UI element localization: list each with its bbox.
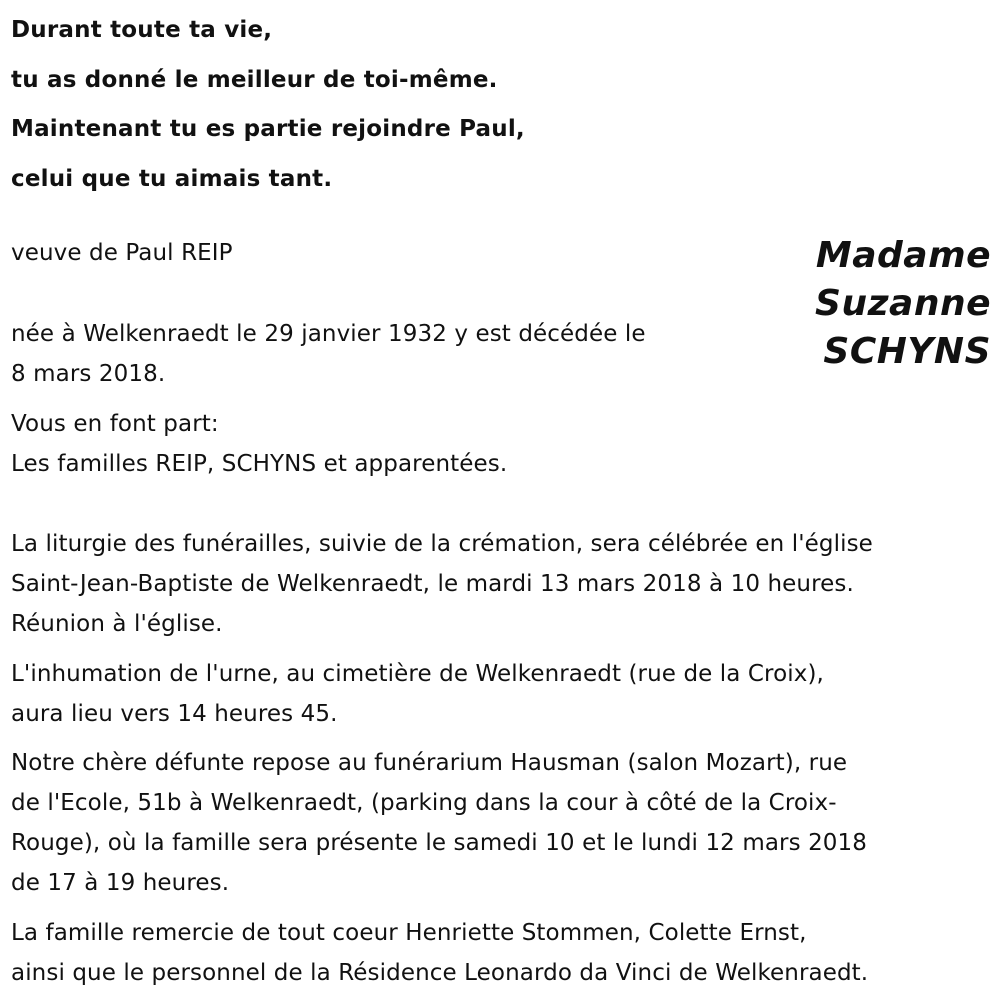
deceased-name bbox=[815, 232, 991, 376]
deceased-last-name: SCHYNS bbox=[823, 331, 991, 372]
paragraph-line: Rouge), où la famille sera présente le samedi 10 et le lundi 12 mars 2018 bbox=[11, 830, 868, 856]
paragraph-line: L'inhumation de l'urne, au cimetière de Welkenraedt (rue de la Croix), bbox=[11, 661, 824, 687]
paragraph-line: La liturgie des funérailles, suivie de la crémation, sera célébrée en l'église bbox=[11, 531, 873, 557]
paragraph-line: ainsi que le personnel de la Résidence Leonardo da Vinci de Welkenraedt. bbox=[11, 960, 869, 986]
widow-of-text: veuve de Paul REIP bbox=[11, 240, 233, 266]
poem-verse bbox=[11, 6, 711, 204]
announcement-paragraph bbox=[11, 404, 751, 484]
paragraph-line: de 17 à 19 heures. bbox=[11, 870, 230, 896]
paragraph-line: Les familles REIP, SCHYNS et apparentées. bbox=[11, 451, 508, 477]
poem-line: Maintenant tu es partie rejoindre Paul, bbox=[11, 116, 525, 142]
paragraph-line: La famille remercie de tout coeur Henriette Stommen, Colette Ernst, bbox=[11, 920, 807, 946]
paragraph-line: aura lieu vers 14 heures 45. bbox=[11, 701, 338, 727]
paragraph-line: de l'Ecole, 51b à Welkenraedt, (parking dans la cour à côté de la Croix- bbox=[11, 790, 837, 816]
paragraph-line: Notre chère défunte repose au funérarium Hausman (salon Mozart), rue bbox=[11, 750, 848, 776]
paragraph-line: 8 mars 2018. bbox=[11, 361, 166, 387]
burial-paragraph bbox=[11, 654, 996, 734]
paragraph-line: Saint-Jean-Baptiste de Welkenraedt, le mardi 13 mars 2018 à 10 heures. bbox=[11, 571, 854, 597]
paragraph-line: née à Welkenraedt le 29 janvier 1932 y est décédée le bbox=[11, 321, 646, 347]
deceased-title: Madame bbox=[815, 235, 991, 276]
poem-line: Durant toute ta vie, bbox=[11, 17, 273, 43]
liturgy-paragraph bbox=[11, 524, 996, 644]
deceased-first-name: Suzanne bbox=[815, 283, 991, 324]
funeral-home-paragraph bbox=[11, 743, 996, 903]
birth-death-paragraph bbox=[11, 314, 751, 394]
poem-line: celui que tu aimais tant. bbox=[11, 165, 333, 192]
poem-line: tu as donné le meilleur de toi-même. bbox=[11, 66, 498, 93]
thanks-paragraph bbox=[11, 913, 996, 993]
paragraph-line: Réunion à l'église. bbox=[11, 611, 223, 637]
paragraph-line: Vous en font part: bbox=[11, 411, 219, 437]
